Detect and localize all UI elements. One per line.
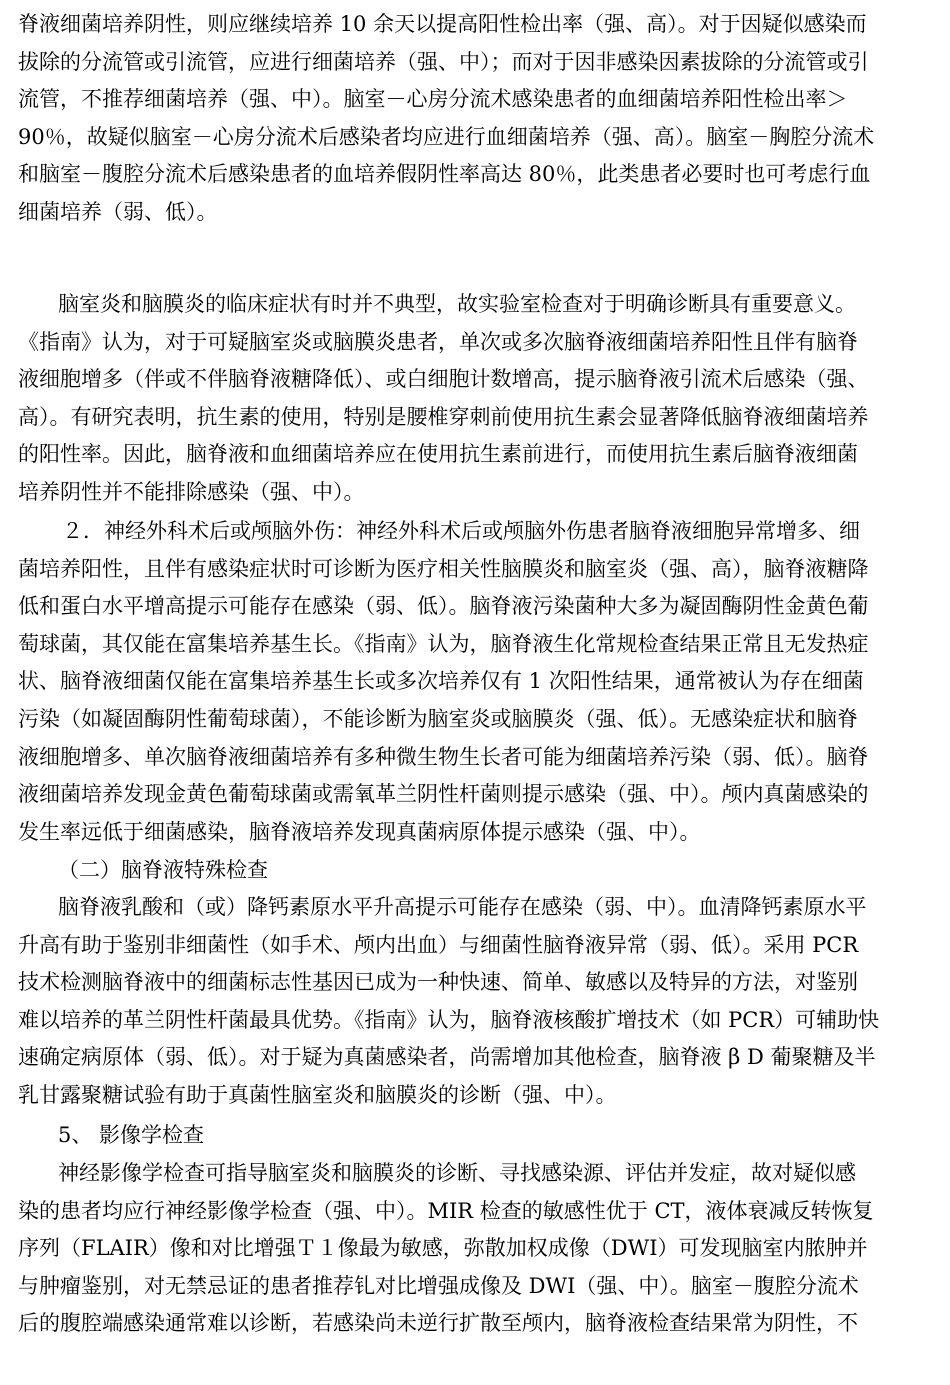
text-line: 《指南》认为，对于可疑脑室炎或脑膜炎患者，单次或多次脑脊液细菌培养阳性且伴有脑脊 <box>18 329 858 354</box>
text-line: 序列（FLAIR）像和对比增强Ｔ１像最为敏感，弥散加权成像（DWI）可发现脑室内脓肿并 <box>18 1236 868 1261</box>
text-line: 90％，故疑似脑室－心房分流术后感染者均应进行血细菌培养（强、高）。脑室－胸腔分流术 <box>18 124 875 149</box>
text-line: 流管，不推荐细菌培养（强、中）。脑室－心房分流术感染患者的血细菌培养阳性检出率＞ <box>18 87 848 112</box>
text-line: 后的腹腔端感染通常难以诊断，若感染尚未逆行扩散至颅内，脑脊液检查结果常为阴性，不 <box>18 1311 858 1336</box>
text-line: 和脑室－腹腔分流术后感染患者的血培养假阴性率高达 80％，此类患者必要时也可考虑行血 <box>18 162 871 187</box>
text-line: 液细胞增多、单次脑脊液细菌培养有多种微生物生长者可能为细菌培养污染（弱、低）。脑脊 <box>18 744 869 769</box>
text-line: 速确定病原体（弱、低）。对于疑为真菌感染者，尚需增加其他检查，脑脊液 β D 葡聚糖及半 <box>18 1045 876 1070</box>
heading-line: 5、 影像学检查 <box>58 1123 205 1147</box>
paragraph-imaging <box>18 1155 938 1343</box>
text-line: 脊液细菌培养阴性，则应继续培养 10 余天以提高阳性检出率（强、高）。对于因疑似感染而 <box>18 12 867 36</box>
text-line: 低和蛋白水平增高提示可能存在感染（弱、低）。脑脊液污染菌种大多为凝固酶阴性金黄色葡 <box>18 594 869 619</box>
text-line: 发生率远低于细菌感染，脑脊液培养发现真菌病原体提示感染（强、中）。 <box>18 819 701 844</box>
paragraph-clinical-symptoms <box>18 286 938 512</box>
text-line: 液细菌培养发现金黄色葡萄球菌或需氧革兰阴性杆菌则提示感染（强、中）。颅内真菌感染的 <box>18 782 869 807</box>
text-line: 拔除的分流管或引流管，应进行细菌培养（强、中）；而对于因非感染因素拔除的分流管或引 <box>18 49 869 74</box>
text-line: 乳甘露聚糖试验有助于真菌性脑室炎和脑膜炎的诊断（强、中）。 <box>18 1082 617 1107</box>
section-heading-csf-special-tests <box>18 852 938 890</box>
section-heading-imaging <box>18 1117 938 1155</box>
text-line: 状、脑脊液细菌仅能在富集培养基生长或多次培养仅有 1 次阳性结果，通常被认为存在细菌 <box>18 669 864 694</box>
text-line: 升高有助于鉴别非细菌性（如手术、颅内出血）与细菌性脑脊液异常（弱、低）。采用 PCR <box>18 932 859 957</box>
text-line: 高）。有研究表明，抗生素的使用，特别是腰椎穿刺前使用抗生素会显著降低脑脊液细菌培养 <box>18 404 869 429</box>
text-line: 的阳性率。因此，脑脊液和血细菌培养应在使用抗生素前进行，而使用抗生素后脑脊液细菌 <box>18 442 858 467</box>
text-line: 与肿瘤鉴别，对无禁忌证的患者推荐钆对比增强成像及 DWI（强、中）。脑室－腹腔分流术 <box>18 1273 859 1298</box>
text-line: 脑室炎和脑膜炎的临床症状有时并不典型，故实验室检查对于明确诊断具有重要意义。 <box>58 292 856 316</box>
text-line: 神经影像学检查可指导脑室炎和脑膜炎的诊断、寻找感染源、评估并发症，故对疑似感 <box>58 1161 856 1185</box>
text-line: 细菌培养（弱、低）。 <box>18 199 218 224</box>
text-line: 难以培养的革兰阴性杆菌最具优势。《指南》认为，脑脊液核酸扩增技术（如 PCR）可辅助快 <box>18 1007 880 1032</box>
text-line: 液细胞增多（伴或不伴脑脊液糖降低）、或白细胞计数增高，提示脑脊液引流术后感染（强、 <box>18 367 869 392</box>
text-line: 污染（如凝固酶阴性葡萄球菌），不能诊断为脑室炎或脑膜炎（强、低）。无感染症状和脑脊 <box>18 706 858 731</box>
text-line: 培养阴性并不能排除感染（强、中）。 <box>18 479 365 504</box>
text-line: ２．神经外科术后或颅脑外伤：神经外科术后或颅脑外伤患者脑脊液细胞异常增多、细 <box>62 519 860 543</box>
paragraph-csf-special-tests <box>18 889 938 1115</box>
text-line: 技术检测脑脊液中的细菌标志性基因已成为一种快速、简单、敏感以及特异的方法，对鉴别 <box>18 970 858 995</box>
paragraph-neurosurgery-trauma <box>18 513 938 851</box>
text-line: 脑脊液乳酸和（或）降钙素原水平升高提示可能存在感染（弱、中）。血清降钙素原水平 <box>58 895 867 919</box>
text-line: 萄球菌，其仅能在富集培养基生长。《指南》认为，脑脊液生化常规检查结果正常且无发热症 <box>18 631 869 656</box>
text-line: 染的患者均应行神经影像学检查（强、中）。MIR 检查的敏感性优于 CT，液体衰减反转恢复 <box>18 1198 874 1223</box>
heading-line: （二）脑脊液特殊检查 <box>58 858 268 882</box>
text-line: 菌培养阳性，且伴有感染症状时可诊断为医疗相关性脑膜炎和脑室炎（强、高），脑脊液糖降 <box>18 556 869 581</box>
paragraph-blood-culture-continued <box>18 6 938 232</box>
